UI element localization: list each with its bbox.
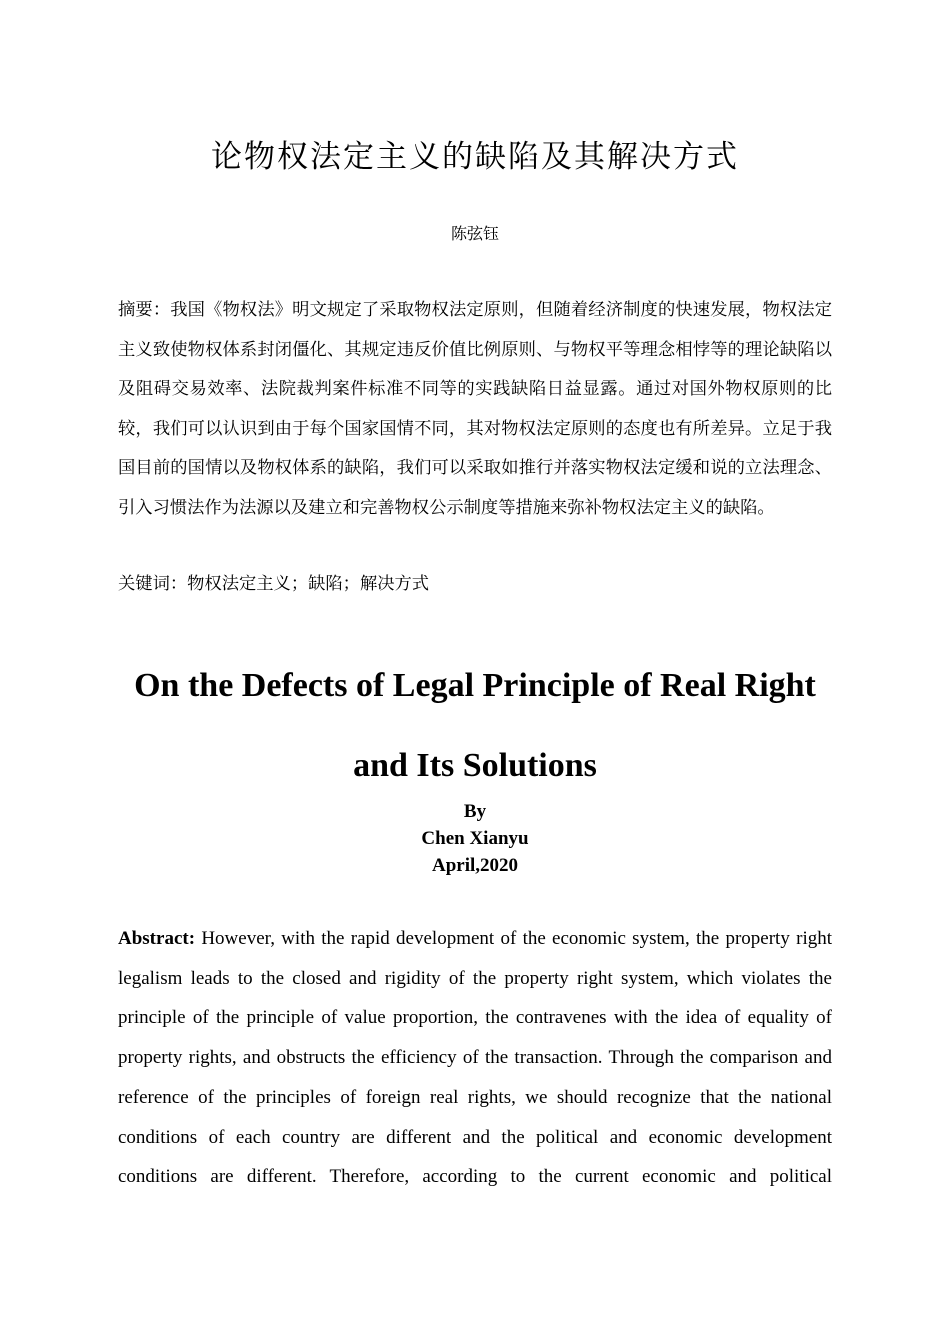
english-title <box>108 646 842 806</box>
english-author: Chen Xianyu <box>421 828 529 849</box>
chinese-abstract-text: 我国《物权法》明文规定了采取物权法定原则，但随着经济制度的快速发展，物权法定主义致使物权体系封闭僵化、其规定违反价值比例原则、与物权平等理念相悖等的理论缺陷以及阻碍交易效率、法院裁判案件标准不同等的实践缺陷日益显露。通过对国外物权原则的比较，我们可以认识到由于每个国家国情不同，其对物权法定原则的态度也有所差异。立足于我国目前的国情以及物权体系的缺陷，我们可以采取如推行并落实物权法定缓和说的立法理念、引入习惯法作为法源以及建立和完善物权公示制度等措施来弥补物权法定主义的缺陷。 <box>118 300 832 518</box>
english-abstract-label: Abstract: <box>118 928 196 949</box>
english-abstract <box>118 919 832 1197</box>
chinese-abstract-label: 摘要： <box>118 300 171 320</box>
english-title-line-1: On the Defects of Legal Principle of Real Right <box>134 667 816 704</box>
chinese-keywords <box>118 566 832 602</box>
chinese-abstract <box>118 291 832 529</box>
english-title-line-2: and Its Solutions <box>353 747 597 784</box>
chinese-keywords-label: 关键词： <box>118 574 188 594</box>
english-by: By <box>463 801 487 822</box>
chinese-title: 论物权法定主义的缺陷及其解决方式 <box>211 139 739 175</box>
english-abstract-text: However, with the rapid development of the economic system, the property right legalism leads to the closed and rigidity of the property right system, which violates the principle of the principle of value proportion, the contravenes with the idea of equality of property rights, and obstructs the efficiency of the transaction. Through the comparison and reference of the principles of foreign real rights, we should recognize that the national conditions of each country are different and the political and economic development conditions are different. Therefore, according to the current economic and political <box>118 928 832 1188</box>
chinese-author: 陈弦钰 <box>450 224 499 243</box>
english-byline <box>118 798 832 879</box>
english-date: April,2020 <box>431 855 519 876</box>
chinese-keywords-text: 物权法定主义；缺陷；解决方式 <box>187 574 430 594</box>
